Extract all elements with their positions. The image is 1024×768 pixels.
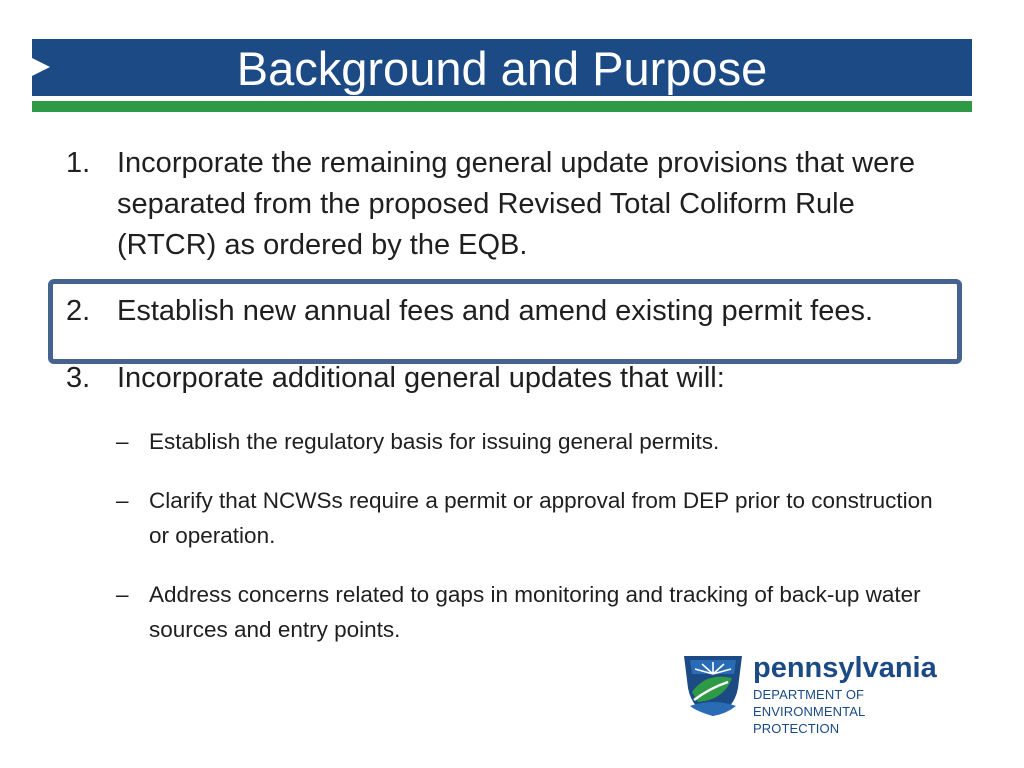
dash-bullet: –: [116, 429, 129, 454]
logo-subtitle-line2: PROTECTION: [753, 721, 840, 736]
sub-item-text: Clarify that NCWSs require a permit or approval from DEP prior to construction or operation.: [149, 488, 933, 548]
list-number: 3.: [66, 362, 91, 394]
list-text: Incorporate the remaining general update provisions that were separated from the proposed Revised Total Coliform Rule (RTCR) as ordered by the EQB.: [117, 147, 915, 261]
title-bar: [32, 39, 972, 96]
sub-item-1: [116, 424, 956, 459]
pa-keystone-leaf-icon: [680, 652, 746, 718]
slide-title: Background and Purpose: [236, 42, 768, 95]
sub-item-text: Address concerns related to gaps in monitoring and tracking of back-up water sources and entry points.: [149, 582, 921, 642]
list-number: 2.: [66, 295, 91, 327]
logo-wordmark: pennsylvania: [753, 652, 937, 684]
list-number: 1.: [66, 147, 91, 179]
logo-subtitle-line1: DEPARTMENT OF ENVIRONMENTAL: [753, 687, 866, 719]
sub-item-3: [116, 577, 956, 647]
dep-logo: [680, 652, 980, 736]
sub-item-text: Establish the regulatory basis for issuing general permits.: [149, 429, 720, 454]
sub-item-2: [116, 483, 956, 553]
list-text: Establish new annual fees and amend existing permit fees.: [117, 295, 874, 327]
list-text: Incorporate additional general updates that will:: [117, 362, 725, 394]
list-item-3: [66, 358, 926, 399]
list-item-2: [66, 291, 926, 332]
logo-subtitle: [753, 686, 980, 737]
list-item-1: [66, 143, 926, 266]
dash-bullet: –: [116, 582, 129, 607]
dash-bullet: –: [116, 488, 129, 513]
title-underline: [32, 101, 972, 112]
